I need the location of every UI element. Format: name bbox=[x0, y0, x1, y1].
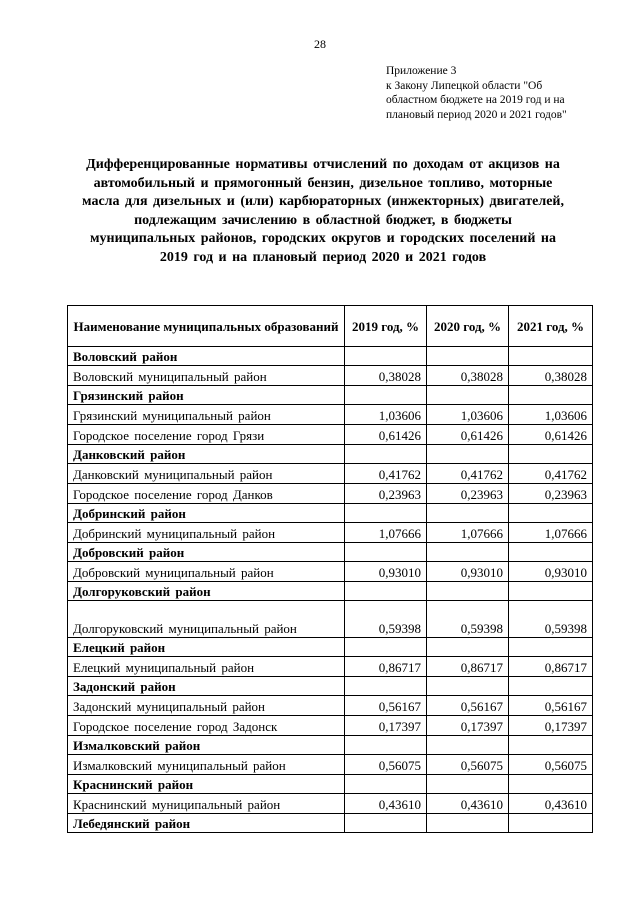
district-header-row bbox=[68, 386, 593, 405]
empty-cell bbox=[427, 775, 509, 794]
district-header-row bbox=[68, 504, 593, 523]
rate-2019-cell: 0,61426 bbox=[345, 425, 427, 445]
rate-2019-cell: 1,03606 bbox=[345, 405, 427, 425]
district-name: Краснинский район bbox=[68, 775, 345, 794]
rate-2021-cell: 0,93010 bbox=[509, 562, 593, 582]
table-row bbox=[68, 366, 593, 386]
empty-cell bbox=[427, 814, 509, 833]
empty-cell bbox=[427, 736, 509, 755]
empty-cell bbox=[345, 445, 427, 464]
table-row bbox=[68, 755, 593, 775]
municipality-name: Добринский муниципальный район bbox=[68, 523, 345, 543]
municipality-name: Городское поселение город Задонск bbox=[68, 716, 345, 736]
table-row bbox=[68, 696, 593, 716]
district-name: Лебедянский район bbox=[68, 814, 345, 833]
empty-cell bbox=[509, 543, 593, 562]
table-body bbox=[68, 347, 593, 833]
empty-cell bbox=[509, 386, 593, 405]
municipality-name: Грязинский муниципальный район bbox=[68, 405, 345, 425]
rate-2021-cell: 1,03606 bbox=[509, 405, 593, 425]
table-row bbox=[68, 484, 593, 504]
empty-cell bbox=[427, 347, 509, 366]
appendix-line: областном бюджете на 2019 год и на bbox=[386, 94, 565, 106]
empty-cell bbox=[509, 736, 593, 755]
district-name: Воловский район bbox=[68, 347, 345, 366]
municipality-name: Краснинский муниципальный район bbox=[68, 794, 345, 814]
rate-2020-cell: 0,93010 bbox=[427, 562, 509, 582]
appendix-line: Приложение 3 bbox=[386, 65, 457, 77]
column-header-2019: 2019 год, % bbox=[345, 306, 427, 347]
table-row bbox=[68, 405, 593, 425]
table-row bbox=[68, 716, 593, 736]
district-header-row bbox=[68, 638, 593, 657]
rate-2019-cell: 0,59398 bbox=[345, 601, 427, 638]
empty-cell bbox=[345, 582, 427, 601]
municipality-name: Елецкий муниципальный район bbox=[68, 657, 345, 677]
empty-cell bbox=[345, 543, 427, 562]
rate-2020-cell: 1,03606 bbox=[427, 405, 509, 425]
empty-cell bbox=[345, 775, 427, 794]
empty-cell bbox=[427, 445, 509, 464]
rate-2019-cell: 0,86717 bbox=[345, 657, 427, 677]
column-header-2020: 2020 год, % bbox=[427, 306, 509, 347]
empty-cell bbox=[509, 445, 593, 464]
empty-cell bbox=[345, 677, 427, 696]
empty-cell bbox=[427, 677, 509, 696]
appendix-line: к Закону Липецкой области "Об bbox=[386, 79, 543, 92]
rate-2019-cell: 1,07666 bbox=[345, 523, 427, 543]
rate-2019-cell: 0,17397 bbox=[345, 716, 427, 736]
rate-2021-cell: 0,38028 bbox=[509, 366, 593, 386]
empty-cell bbox=[509, 347, 593, 366]
empty-cell bbox=[345, 814, 427, 833]
empty-cell bbox=[509, 582, 593, 601]
rate-2021-cell: 0,41762 bbox=[509, 464, 593, 484]
rate-2021-cell: 0,56167 bbox=[509, 696, 593, 716]
table-row bbox=[68, 794, 593, 814]
rate-2021-cell: 1,07666 bbox=[509, 523, 593, 543]
district-name: Задонский район bbox=[68, 677, 345, 696]
rate-2020-cell: 0,56075 bbox=[427, 755, 509, 775]
municipality-name: Добровский муниципальный район bbox=[68, 562, 345, 582]
rate-2020-cell: 0,43610 bbox=[427, 794, 509, 814]
empty-cell bbox=[427, 638, 509, 657]
empty-cell bbox=[427, 504, 509, 523]
column-header-name: Наименование муниципальных образований bbox=[68, 306, 345, 347]
municipality-name: Задонский муниципальный район bbox=[68, 696, 345, 716]
empty-cell bbox=[427, 543, 509, 562]
table-row bbox=[68, 523, 593, 543]
rate-2019-cell: 0,43610 bbox=[345, 794, 427, 814]
table-row bbox=[68, 464, 593, 484]
empty-cell bbox=[509, 638, 593, 657]
rate-2019-cell: 0,93010 bbox=[345, 562, 427, 582]
district-header-row bbox=[68, 347, 593, 366]
rate-2020-cell: 0,17397 bbox=[427, 716, 509, 736]
rate-2021-cell: 0,61426 bbox=[509, 425, 593, 445]
district-header-row bbox=[68, 677, 593, 696]
empty-cell bbox=[345, 386, 427, 405]
rate-2021-cell: 0,23963 bbox=[509, 484, 593, 504]
district-name: Елецкий район bbox=[68, 638, 345, 657]
rate-2020-cell: 1,07666 bbox=[427, 523, 509, 543]
rate-2020-cell: 0,59398 bbox=[427, 601, 509, 638]
rate-2021-cell: 0,43610 bbox=[509, 794, 593, 814]
table-header-row bbox=[68, 306, 593, 347]
district-name: Данковский район bbox=[68, 445, 345, 464]
table-row bbox=[68, 562, 593, 582]
empty-cell bbox=[345, 347, 427, 366]
rate-2019-cell: 0,56167 bbox=[345, 696, 427, 716]
municipality-name: Долгоруковский муниципальный район bbox=[68, 601, 345, 638]
appendix-line: плановый период 2020 и 2021 годов" bbox=[386, 108, 567, 121]
district-header-row bbox=[68, 775, 593, 794]
empty-cell bbox=[509, 504, 593, 523]
district-header-row bbox=[68, 736, 593, 755]
empty-cell bbox=[509, 677, 593, 696]
municipality-name: Городское поселение город Данков bbox=[68, 484, 345, 504]
district-name: Добринский район bbox=[68, 504, 345, 523]
column-header-2021: 2021 год, % bbox=[509, 306, 593, 347]
table-row bbox=[68, 425, 593, 445]
page-number: 28 bbox=[314, 37, 326, 51]
rate-2021-cell: 0,59398 bbox=[509, 601, 593, 638]
table-row bbox=[68, 657, 593, 677]
empty-cell bbox=[509, 775, 593, 794]
empty-cell bbox=[427, 582, 509, 601]
rate-2021-cell: 0,56075 bbox=[509, 755, 593, 775]
appendix-note bbox=[386, 64, 626, 122]
district-header-row bbox=[68, 814, 593, 833]
table-row bbox=[68, 601, 593, 638]
rate-2020-cell: 0,23963 bbox=[427, 484, 509, 504]
district-name: Долгоруковский район bbox=[68, 582, 345, 601]
rate-2021-cell: 0,86717 bbox=[509, 657, 593, 677]
municipality-name: Данковский муниципальный район bbox=[68, 464, 345, 484]
rate-2020-cell: 0,86717 bbox=[427, 657, 509, 677]
empty-cell bbox=[345, 638, 427, 657]
empty-cell bbox=[345, 736, 427, 755]
norms-table bbox=[67, 305, 593, 833]
empty-cell bbox=[345, 504, 427, 523]
rate-2019-cell: 0,41762 bbox=[345, 464, 427, 484]
document-title: Дифференцированные нормативы отчислений по доходам от акцизов на автомобильный и прямогонный бензин, дизельное топливо, моторные масла для дизельных и (или) карбюраторных (инжекторных) двигателей, подлежащим зачислению в областной бюджет, в бюджеты муниципальных районов, городских округов и городских поселений на 2019 год и на плановый период 2020 и 2021 годов bbox=[82, 157, 564, 265]
rate-2021-cell: 0,17397 bbox=[509, 716, 593, 736]
district-name: Добровский район bbox=[68, 543, 345, 562]
municipality-name: Воловский муниципальный район bbox=[68, 366, 345, 386]
district-header-row bbox=[68, 582, 593, 601]
district-name: Грязинский район bbox=[68, 386, 345, 405]
rate-2019-cell: 0,56075 bbox=[345, 755, 427, 775]
municipality-name: Измалковский муниципальный район bbox=[68, 755, 345, 775]
municipality-name: Городское поселение город Грязи bbox=[68, 425, 345, 445]
district-header-row bbox=[68, 543, 593, 562]
district-name: Измалковский район bbox=[68, 736, 345, 755]
rate-2019-cell: 0,23963 bbox=[345, 484, 427, 504]
empty-cell bbox=[509, 814, 593, 833]
rate-2019-cell: 0,38028 bbox=[345, 366, 427, 386]
rate-2020-cell: 0,61426 bbox=[427, 425, 509, 445]
rate-2020-cell: 0,41762 bbox=[427, 464, 509, 484]
rate-2020-cell: 0,38028 bbox=[427, 366, 509, 386]
empty-cell bbox=[427, 386, 509, 405]
district-header-row bbox=[68, 445, 593, 464]
rate-2020-cell: 0,56167 bbox=[427, 696, 509, 716]
